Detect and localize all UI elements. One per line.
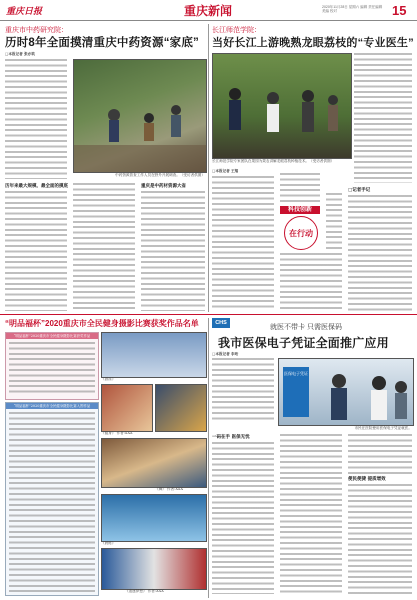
medical-photo-caption: 市民在医院使用医保电子凭证就医。 [354, 426, 412, 430]
sci-innovation-badge: 科技创新 [280, 206, 320, 214]
contest-caption-4: 《晨练》 [101, 541, 116, 545]
masthead [0, 0, 417, 21]
contest-photo-2 [101, 384, 153, 432]
insurance-banner: 医保电子凭证 [283, 367, 309, 417]
section-divider [0, 314, 417, 315]
left-byline: □本报记者 张亦筑 [5, 52, 35, 56]
left-text-col2 [73, 183, 135, 311]
right-byline: □本报记者 王翔 [212, 169, 239, 173]
chs-logo: CHS [212, 318, 230, 328]
page-number: 15 [392, 3, 407, 18]
column-divider-bottom [208, 318, 209, 598]
contest-caption-1: 《游泳》 [101, 377, 116, 381]
contest-photo-5 [101, 494, 207, 542]
medical-text-col1 [212, 442, 274, 594]
winners-table [5, 332, 99, 400]
left-kicker: 重庆市中药研究院： [5, 27, 68, 34]
medical-photo [278, 358, 414, 426]
contest-photo-4 [101, 438, 207, 488]
contest-caption-5: 《追逐梦想》 作者:XXX [125, 589, 164, 593]
right-text-col1 [212, 176, 274, 311]
medical-text-col2 [280, 434, 342, 594]
contest-photo-6 [101, 548, 207, 590]
medical-photo-scene [319, 365, 413, 425]
medical-text-lead [212, 358, 274, 420]
right-kicker: 长江师范学院： [212, 27, 261, 34]
left-subhead1: 历年来最大规模、最全面的摸底 [5, 184, 68, 189]
right-text-col2b [280, 253, 342, 311]
left-photo-scene [74, 60, 206, 172]
photo-contest-title: “明品福杯”2020重庆市全民健身摄影比赛获奖作品名单 [5, 319, 199, 328]
medical-subhead1: 一码在手 医保无忧 [212, 435, 250, 440]
medical-byline: □本报记者 李珩 [212, 352, 239, 356]
right-text-col2c [326, 193, 342, 251]
column-divider [208, 24, 209, 312]
finalists-table [5, 402, 99, 596]
medical-insurance-story [212, 318, 412, 598]
section-title: 重庆新闻 [183, 4, 232, 18]
medical-headline: 我市医保电子凭证全面推广应用 [218, 336, 389, 350]
contest-photo-3 [155, 384, 207, 432]
left-text-col1b [5, 191, 67, 311]
contest-photo-1 [101, 332, 207, 378]
right-text-col-top [354, 53, 412, 183]
left-text-col3 [141, 191, 205, 311]
right-subhead: □记者手记 [348, 188, 371, 193]
winners-table-header: “明品福杯”2020重庆市全民健身摄影比赛获奖作品 [6, 333, 98, 339]
finalists-table-header: “明品福杯”2020重庆市全民健身摄影比赛入围作品 [6, 403, 98, 409]
left-text-col1 [5, 59, 67, 179]
right-photo-caption: 长江师范学院专家团队在果园为果农讲解龙眼荔枝种植技术。（受访者供图） [212, 159, 335, 163]
in-action-seal: 在行动 [284, 216, 318, 250]
left-headline: 历时8年全面摸清重庆中药资源“家底” [5, 37, 199, 49]
finalists-table-rows [9, 412, 95, 592]
left-photo-caption: 中药资源普查工作人员在野外开展调查。（受访者供图） [115, 173, 205, 177]
medical-kicker: 就医不带卡 只需医保码 [270, 324, 342, 331]
newspaper-logo: 重庆日报 [6, 7, 43, 17]
issue-meta: 2020年11月28日 星期六 编辑 责任编辑 美编 校对 [322, 5, 383, 13]
right-headline: 当好长江上游晚熟龙眼荔枝的“专业医生” [212, 37, 414, 49]
right-text-col2a [280, 173, 320, 203]
medical-text-col3a [348, 434, 412, 474]
right-photo [212, 53, 352, 159]
contest-caption-3: 《舞》 作者:XXX [155, 487, 183, 491]
left-subhead2: 重庆是中药材资源大省 [141, 184, 186, 189]
right-story [212, 23, 412, 313]
contest-caption-2: 《健身》 作者:XXX [101, 431, 133, 435]
left-story [5, 23, 205, 313]
medical-subhead2: 便民便捷 提质增效 [348, 477, 386, 482]
winners-table-rows [9, 342, 95, 396]
left-photo [73, 59, 207, 173]
right-photo-scene [213, 54, 351, 158]
right-text-col3 [348, 195, 412, 311]
photo-contest-section [5, 318, 205, 598]
medical-text-col3b [348, 484, 412, 594]
